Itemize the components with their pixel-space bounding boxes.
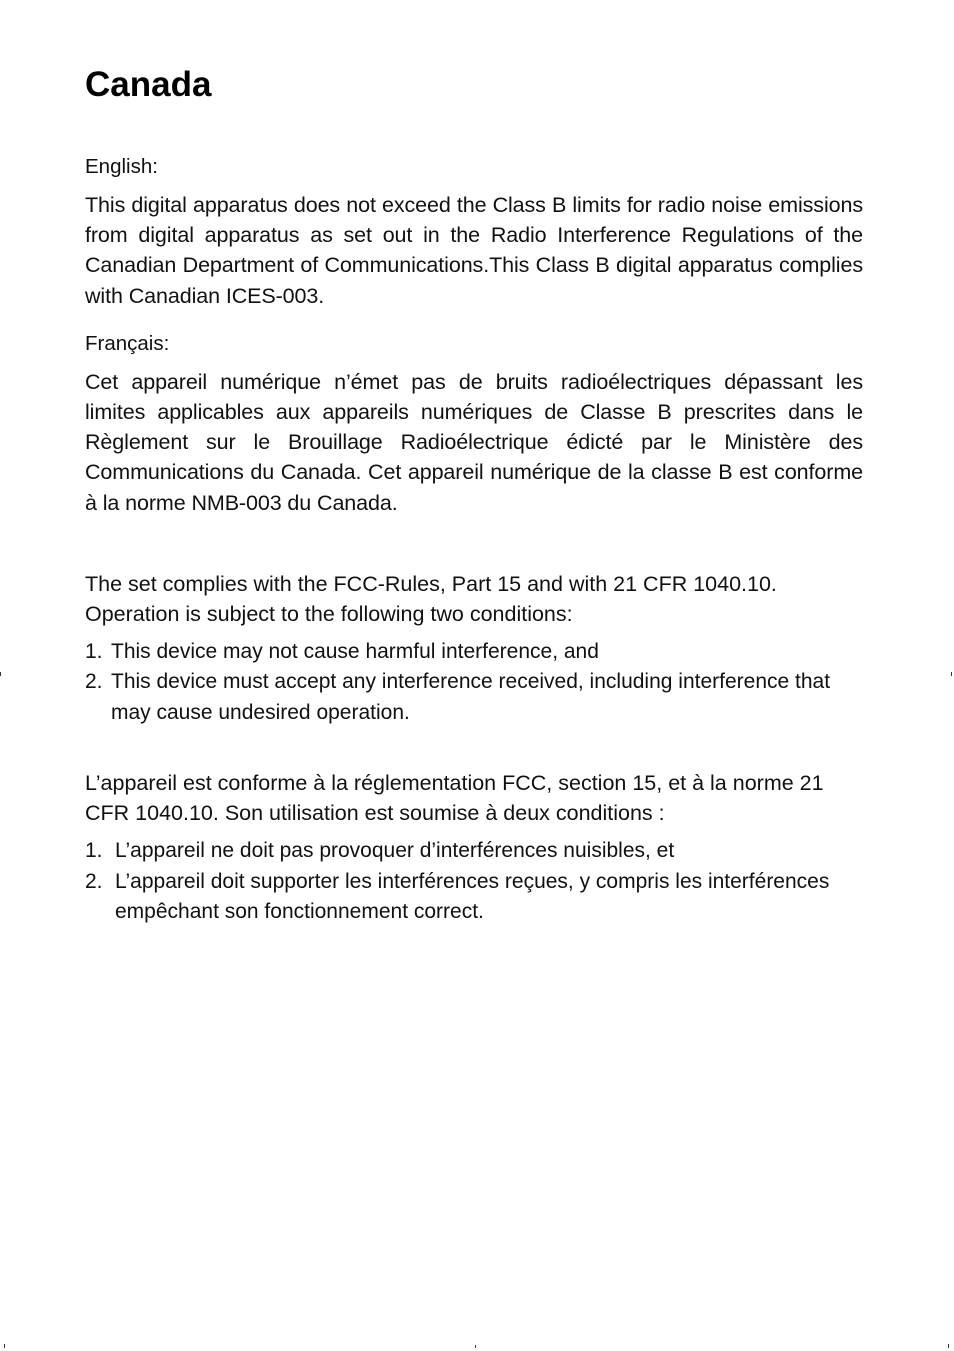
list-item-text: This device may not cause harmful interference, and bbox=[111, 639, 599, 663]
french-section bbox=[85, 329, 863, 518]
crop-mark-bottom-left bbox=[4, 1344, 5, 1348]
fcc-english-heading: The set complies with the FCC-Rules, Part 15 and with 21 CFR 1040.10. Operation is subject to the following two conditions: bbox=[85, 571, 777, 626]
english-section bbox=[85, 152, 863, 311]
list-item-number: 1. bbox=[85, 839, 103, 863]
crop-mark-left bbox=[0, 672, 1, 676]
french-paragraph: Cet appareil numérique n’émet pas de bruits radioélectriques dépassant les limites applicables aux appareils numériques de Classe B prescrites dans le Règlement sur le Brouillage Radioélectrique édicté par le Ministère des Communications du Canada. Cet appareil numérique de la classe B est conforme à la norme NMB-003 du Canada. bbox=[85, 369, 863, 515]
list-item bbox=[85, 667, 863, 728]
list-item bbox=[85, 637, 863, 668]
list-item-text: L’appareil ne doit pas provoquer d’interférences nuisibles, et bbox=[115, 839, 675, 863]
section-spacer bbox=[85, 728, 863, 768]
list-item-text: L’appareil doit supporter les interférences reçues, y compris les interférences empêchant son fonctionnement correct. bbox=[115, 869, 830, 924]
list-item bbox=[85, 867, 863, 928]
list-item-text: This device must accept any interference received, including interference that may cause undesired operation. bbox=[111, 670, 831, 724]
list-item-number: 2. bbox=[85, 869, 103, 893]
english-paragraph: This digital apparatus does not exceed the Class B limits for radio noise emissions from digital apparatus as set out in the Radio Interference Regulations of the Canadian Department of Communications.This Class B digital apparatus complies with Canadian ICES-003. bbox=[85, 193, 863, 308]
crop-mark-right bbox=[951, 672, 952, 676]
page-title: Canada bbox=[85, 65, 212, 104]
fcc-english-section bbox=[85, 569, 863, 729]
fcc-french-conditions bbox=[85, 836, 863, 928]
list-item bbox=[85, 836, 863, 867]
fcc-french-heading: L’appareil est conforme à la réglementation FCC, section 15, et à la norme 21 CFR 1040.10. Son utilisation est soumise à deux conditions : bbox=[85, 771, 824, 826]
crop-mark-bottom-center bbox=[475, 1345, 476, 1348]
fcc-french-section bbox=[85, 768, 863, 928]
crop-mark-bottom-right bbox=[948, 1344, 949, 1348]
list-item-number: 1. bbox=[85, 639, 103, 663]
english-heading: English: bbox=[85, 155, 158, 178]
document-page bbox=[85, 60, 863, 928]
fcc-english-conditions bbox=[85, 637, 863, 729]
list-item-number: 2. bbox=[85, 670, 103, 694]
section-spacer bbox=[85, 536, 863, 569]
french-heading: Français: bbox=[85, 331, 170, 355]
